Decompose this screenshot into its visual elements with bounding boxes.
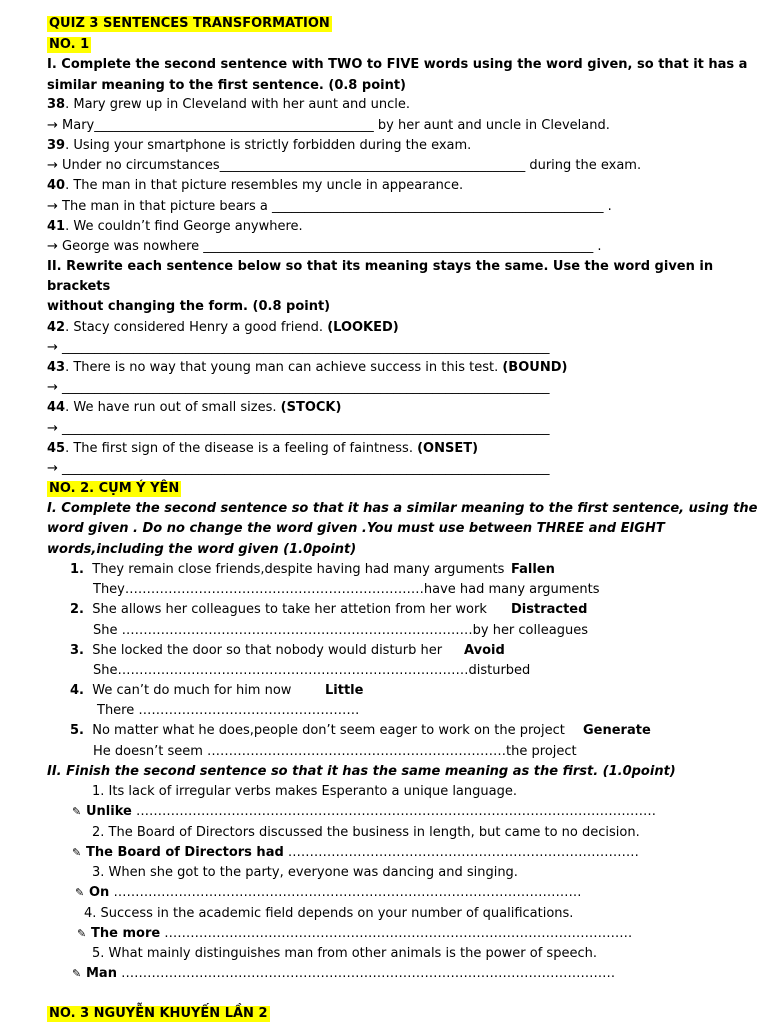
no2-item-4-word: Little <box>325 683 364 698</box>
q40-answer[interactable]: → The man in that picture bears a ___________________________________________________ . <box>47 199 612 214</box>
q41: 41. We couldn’t find George anywhere. <box>47 219 303 234</box>
no2-item-5-answer[interactable]: He doesn’t seem ……………………………………………………………the project <box>93 744 577 759</box>
pencil-icon: ✎ <box>72 967 82 980</box>
no1-part1-instruction-2: similar meaning to the first sentence. (0.8 point) <box>47 78 406 93</box>
finish-item-3-answer[interactable]: ✎ On ……………………………………………………………………………………………… <box>75 885 582 900</box>
no2-item-1: 1. They remain close friends,despite having had many arguments <box>70 562 505 577</box>
pencil-icon: ✎ <box>77 927 87 940</box>
q44: 44. We have run out of small sizes. (STOCK) <box>47 400 342 415</box>
finish-item-4-answer[interactable]: ✎ The more ……………………………………………………………………………………………… <box>77 926 633 941</box>
pencil-icon: ✎ <box>72 805 82 818</box>
q41-answer[interactable]: → George was nowhere ____________________________________________________________ . <box>47 239 602 254</box>
no2-item-2-answer[interactable]: She ………………………………………………………………………by her colleagues <box>93 623 588 638</box>
no2-item-2: 2. She allows her colleagues to take her attetion from her work <box>70 602 487 617</box>
finish-item-3: 3. When she got to the party, everyone was dancing and singing. <box>92 865 518 880</box>
no2-item-5-word: Generate <box>583 723 651 738</box>
no2-item-2-word: Distracted <box>511 602 588 617</box>
no2-item-1-word: Fallen <box>511 562 555 577</box>
finish-item-2: 2. The Board of Directors discussed the business in length, but came to no decision. <box>92 825 640 840</box>
q39-answer[interactable]: → Under no circumstances_______________________________________________ during the exam. <box>47 158 642 173</box>
pencil-icon: ✎ <box>75 886 85 899</box>
no1-heading: NO. 1 <box>49 37 90 52</box>
q44-answer[interactable]: → ___________________________________________________________________________ <box>47 421 550 436</box>
no2-part1-instruction-2: word given . Do no change the word given .You must use between THREE and EIGHT <box>47 521 665 536</box>
no1-part2-instruction-1: II. Rewrite each sentence below so that its meaning stays the same. Use the word given in <box>47 259 714 274</box>
finish-item-2-answer[interactable]: ✎ The Board of Directors had ……………………………………………………………………… <box>72 845 639 860</box>
q45-answer[interactable]: → ___________________________________________________________________________ <box>47 461 550 476</box>
q42: 42. Stacy considered Henry a good friend. (LOOKED) <box>47 320 399 335</box>
no2-item-1-answer[interactable]: They……………………………………………………………have had many arguments <box>93 582 600 597</box>
finish-item-4: 4. Success in the academic field depends on your number of qualifications. <box>84 906 574 921</box>
q38: 38. Mary grew up in Cleveland with her aunt and uncle. <box>47 97 411 112</box>
no2-item-3-word: Avoid <box>464 643 505 658</box>
finish-item-5-answer[interactable]: ✎ Man …………………………………………………………………………………………………… <box>72 966 616 981</box>
no3-heading: NO. 3 NGUYỄN KHUYẾN LẦN 2 <box>49 1006 268 1021</box>
finish-item-1-answer[interactable]: ✎ Unlike ………………………………………………………………………………………………………… <box>72 804 656 819</box>
no2-part2-instruction: II. Finish the second sentence so that it has the same meaning as the first. (1.0point) <box>47 764 676 779</box>
pencil-icon: ✎ <box>72 846 82 859</box>
no2-item-3-answer[interactable]: She………………………………………………………………………disturbed <box>93 663 531 678</box>
quiz-title: QUIZ 3 SENTENCES TRANSFORMATION <box>49 16 330 31</box>
q43-answer[interactable]: → ___________________________________________________________________________ <box>47 380 550 395</box>
no2-part1-instruction-3: words,including the word given (1.0point) <box>47 542 357 557</box>
q42-answer[interactable]: → ___________________________________________________________________________ <box>47 340 550 355</box>
no1-part2-instruction-3: without changing the form. (0.8 point) <box>47 299 331 314</box>
q38-answer[interactable]: → Mary___________________________________________ by her aunt and uncle in Cleveland. <box>47 118 610 133</box>
q39: 39. Using your smartphone is strictly forbidden during the exam. <box>47 138 472 153</box>
no1-part2-instruction-2: brackets <box>47 279 111 294</box>
no2-item-3: 3. She locked the door so that nobody would disturb her <box>70 643 443 658</box>
q40: 40. The man in that picture resembles my uncle in appearance. <box>47 178 464 193</box>
q43: 43. There is no way that young man can achieve success in this test. (BOUND) <box>47 360 568 375</box>
no1-part1-instruction-1: I. Complete the second sentence with TWO to FIVE words using the word given, so that it has a <box>47 57 748 72</box>
no2-item-5: 5. No matter what he does,people don’t seem eager to work on the project <box>70 723 565 738</box>
no2-item-4-answer[interactable]: There …………………………………………… <box>97 703 360 718</box>
finish-item-5: 5. What mainly distinguishes man from other animals is the power of speech. <box>92 946 597 961</box>
no2-part1-instruction-1: I. Complete the second sentence so that it has a similar meaning to the first sentence, using the <box>47 501 758 516</box>
finish-item-1: 1. Its lack of irregular verbs makes Esperanto a unique language. <box>92 784 517 799</box>
no2-heading: NO. 2. CỤM Ý YÊN <box>49 481 180 496</box>
q45: 45. The first sign of the disease is a feeling of faintness. (ONSET) <box>47 441 479 456</box>
no2-item-4: 4. We can’t do much for him now <box>70 683 292 698</box>
